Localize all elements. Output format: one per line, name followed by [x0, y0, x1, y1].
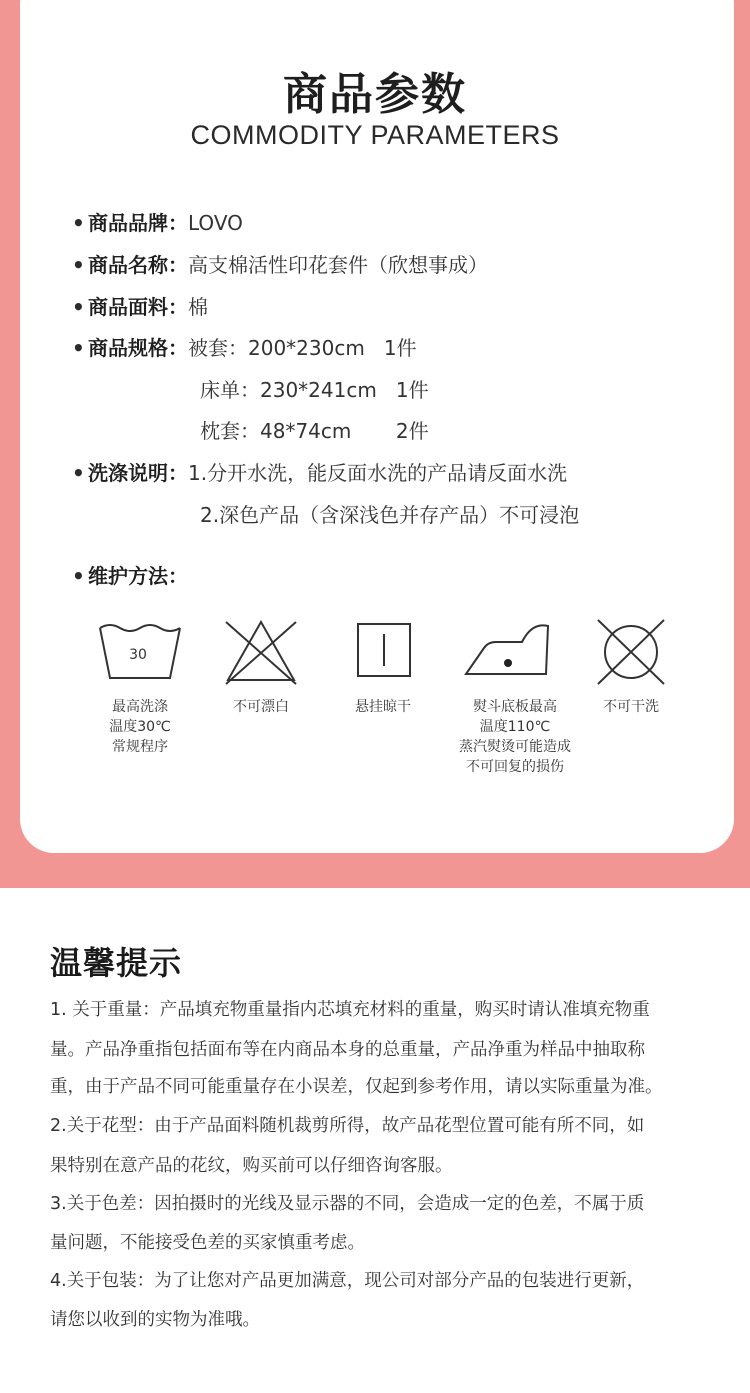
iron-medium-icon [460, 618, 550, 688]
param-label: 商品规格： [88, 336, 188, 360]
hang-dry-icon [338, 618, 428, 688]
param-spec [72, 333, 417, 363]
tip-line: 4.关于包装：为了让您对产品更加满意，现公司对部分产品的包装进行更新， [50, 1271, 645, 1291]
care-caption-iron: 熨斗底板最高 温度110℃ 蒸汽熨烫可能造成 不可回复的损伤 [459, 699, 571, 775]
wash-line: 2.深色产品（含深浅色并存产品）不可浸泡 [200, 503, 580, 527]
param-label: 维护方法： [88, 564, 188, 588]
tip-line: 重，由于产品不同可能重量存在小误差，仅起到参考作用，请以实际重量为准。 [50, 1077, 663, 1097]
tip-line: 2.关于花型：由于产品面料随机裁剪所得，故产品花型位置可能有所不同，如 [50, 1116, 645, 1136]
tip-line: 果特别在意产品的花纹，购买前可以仔细咨询客服。 [50, 1156, 453, 1176]
bullet-dot: • [72, 295, 85, 319]
wash-30-icon [95, 618, 185, 688]
param-value: LOVO [188, 211, 243, 235]
care-caption-wash: 最高洗涤 温度30℃ 常规程序 [109, 699, 171, 755]
param-value: 被套：200*230cm 1件 [188, 336, 417, 360]
param-care [72, 561, 188, 591]
param-name [72, 250, 488, 280]
spec-line: 枕套：48*74cm 2件 [200, 419, 429, 443]
bullet-dot: • [72, 336, 85, 360]
tip-line: 3.关于色差：因拍摄时的光线及显示器的不同，会造成一定的色差，不属于质 [50, 1194, 645, 1214]
tips-title: 温馨提示 [50, 944, 183, 982]
param-label: 商品名称： [88, 253, 188, 277]
care-caption-dry: 悬挂晾干 [355, 699, 411, 715]
param-label: 商品品牌： [88, 211, 188, 235]
bullet-dot: • [72, 211, 85, 235]
param-label: 商品面料： [88, 295, 188, 319]
wash-temp-number: 30 [129, 647, 147, 663]
spec-line: 床单：230*241cm 1件 [200, 378, 429, 402]
care-caption-bleach: 不可漂白 [233, 699, 289, 715]
param-fabric [72, 292, 208, 322]
param-value: 1.分开水洗，能反面水洗的产品请反面水洗 [188, 461, 568, 485]
tip-line: 量。产品净重指包括面布等在内商品本身的总重量，产品净重为样品中抽取称 [50, 1040, 645, 1060]
no-dry-clean-icon [586, 618, 676, 688]
section-subtitle: COMMODITY PARAMETERS [190, 120, 560, 150]
bullet-dot: • [72, 461, 85, 485]
param-value: 棉 [188, 295, 208, 319]
param-wash [72, 458, 567, 488]
no-bleach-icon [216, 618, 306, 688]
param-value: 高支棉活性印花套件（欣想事成） [188, 253, 488, 277]
tip-line: 量问题，不能接受色差的买家慎重考虑。 [50, 1233, 365, 1253]
tip-line: 1. 关于重量：产品填充物重量指内芯填充材料的重量，购买时请认准填充物重 [50, 1000, 650, 1020]
tip-line: 请您以收到的实物为准哦。 [50, 1310, 260, 1330]
care-caption-dryclean: 不可干洗 [603, 699, 659, 715]
param-brand [72, 208, 243, 238]
param-label: 洗涤说明： [88, 461, 188, 485]
bullet-dot: • [72, 253, 85, 277]
section-title: 商品参数 [283, 69, 467, 120]
bullet-dot: • [72, 564, 85, 588]
